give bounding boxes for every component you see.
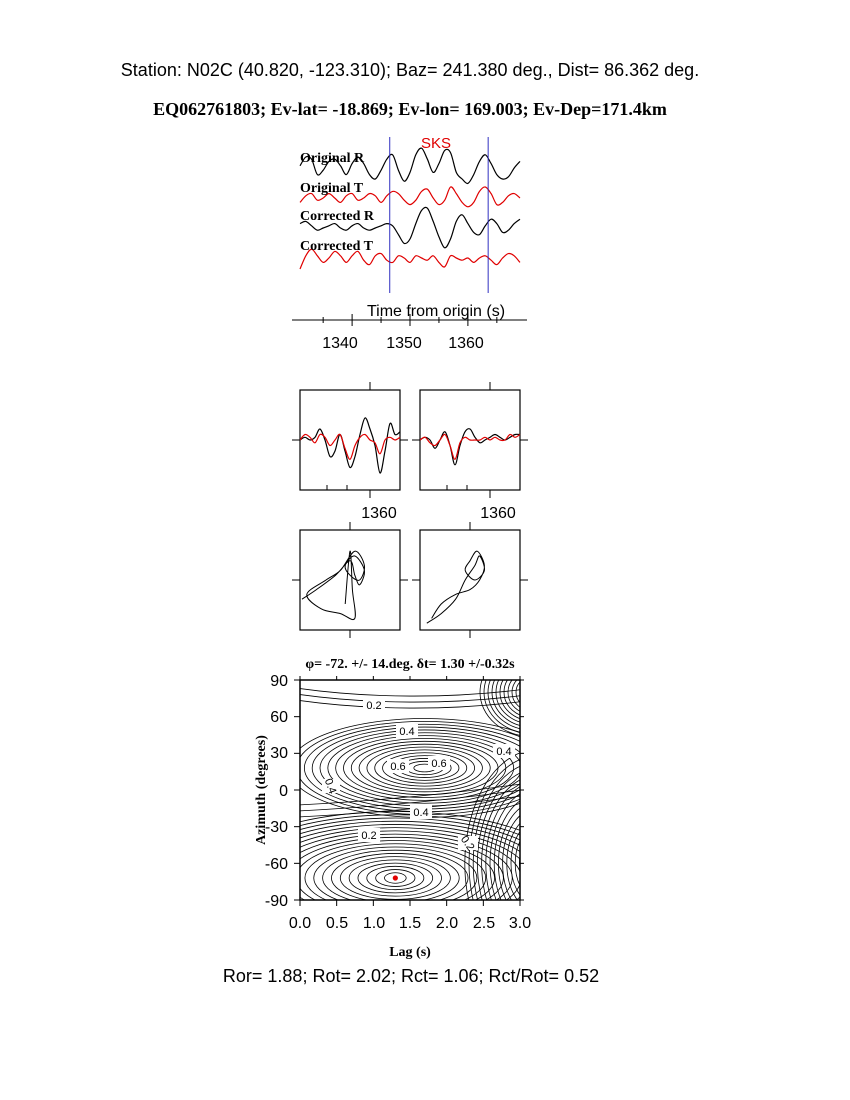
contour-upper [312,727,537,809]
svg-text:0.6: 0.6 [431,758,447,770]
grid-search-title: φ= -72. +/- 14.deg. δt= 1.30 +/-0.32s [305,657,515,672]
corrected-window-panel [412,382,528,498]
contour-right-upper [500,664,564,721]
contour-upper [359,744,490,792]
contour-label-0-6-right [428,756,450,770]
contour-right-lower [507,814,569,912]
contour-upper [304,724,545,812]
window-trace-2 [420,434,520,459]
x-tick-1-0: 1.0 [362,915,386,932]
time-tick-1340: 1340 [322,335,358,352]
y-tick-neg30: -30 [264,819,288,836]
event-header: EQ062761803; Ev-lat= -18.869; Ev-lon= 169.003; Ev-Dep=171.4km [153,99,667,119]
time-tick-1360: 1360 [448,335,484,352]
contour-right-lower [494,795,582,932]
y-tick-90: 90 [270,673,288,690]
svg-text:0.4: 0.4 [399,726,415,738]
svg-text:0.2: 0.2 [457,833,477,854]
y-tick-neg90: -90 [264,893,288,910]
contour-right-lower [528,847,548,880]
contour-upper [328,733,522,803]
contour-right-upper [516,677,548,708]
window-trace-1 [300,418,400,473]
contour-right-lower [498,801,577,925]
azimuth-axis-title: Azimuth (degrees) [254,735,269,845]
contour-right-lower [524,840,553,886]
trace-label-original-r: Original R [300,151,365,166]
contour-right-lower [519,834,556,893]
svg-text:0.2: 0.2 [361,830,377,842]
lag-axis-title: Lag (s) [389,945,431,960]
svg-text:0.4: 0.4 [496,746,512,758]
svg-text:0.6: 0.6 [390,761,406,773]
trace-label-original-t: Original T [300,181,364,196]
contour-label-0-4-right [493,744,515,758]
station-header: Station: N02C (40.820, -123.310); Baz= 241.380 deg., Dist= 86.362 deg. [120,60,700,80]
x-tick-3-0: 3.0 [508,915,532,932]
summary-line: Ror= 1.88; Rot= 2.02; Rct= 1.06; Rct/Rot= 0.52 [222,966,600,986]
time-tick-1350: 1350 [386,335,422,352]
contour-top-band [300,689,520,696]
contour-right-upper [520,680,544,705]
x-tick-0-5: 0.5 [325,915,349,932]
particle-motion-trace [302,551,365,620]
svg-text:0.2: 0.2 [366,700,382,712]
contour-right-upper [524,683,540,701]
contour-label-0-4-upper [396,724,418,738]
x-tick-2-0: 2.0 [435,915,459,932]
window-tick-1360-left: 1360 [361,505,397,522]
trace-label-corrected-r: Corrected R [300,209,374,224]
contour-label-0-4-lower [410,805,432,819]
y-tick-0: 0 [279,783,288,800]
contour-label-0-4-left [322,777,340,795]
phase-label: SKS [420,135,452,152]
contour-label-0-2-top [363,697,385,712]
panel-frame [420,530,520,630]
contour-right-lower [486,782,590,945]
original-window-panel [292,382,408,498]
contour-upper [351,741,498,794]
panel-frame [300,530,400,630]
contour-right-lower [473,762,603,964]
corrected-particle-motion-panel [412,522,528,638]
contour-right-upper [512,673,552,711]
window-trace-1 [420,429,520,465]
contour-right-lower [503,808,574,919]
window-tick-1360-right: 1360 [480,505,516,522]
contour-right-upper [508,670,556,714]
contour-right-lower [490,788,586,938]
svg-text:0.4: 0.4 [413,807,429,819]
y-tick-60: 60 [270,709,288,726]
x-tick-1-5: 1.5 [398,915,422,932]
trace-label-corrected-t: Corrected T [300,239,373,254]
svg-text:0.4: 0.4 [321,777,339,796]
y-tick-30: 30 [270,745,288,762]
contour-label-0-6-left [387,759,409,773]
contour-label-0-2-lower [358,828,380,842]
y-tick-neg60: -60 [264,856,288,873]
x-tick-2-5: 2.5 [472,915,496,932]
contour-upper [367,747,482,789]
best-fit-marker [393,875,398,880]
original-particle-motion-panel [292,522,408,638]
x-tick-0-0: 0.0 [288,915,312,932]
time-axis-title: Time from origin (s) [366,303,506,320]
particle-motion-trace [427,551,485,623]
